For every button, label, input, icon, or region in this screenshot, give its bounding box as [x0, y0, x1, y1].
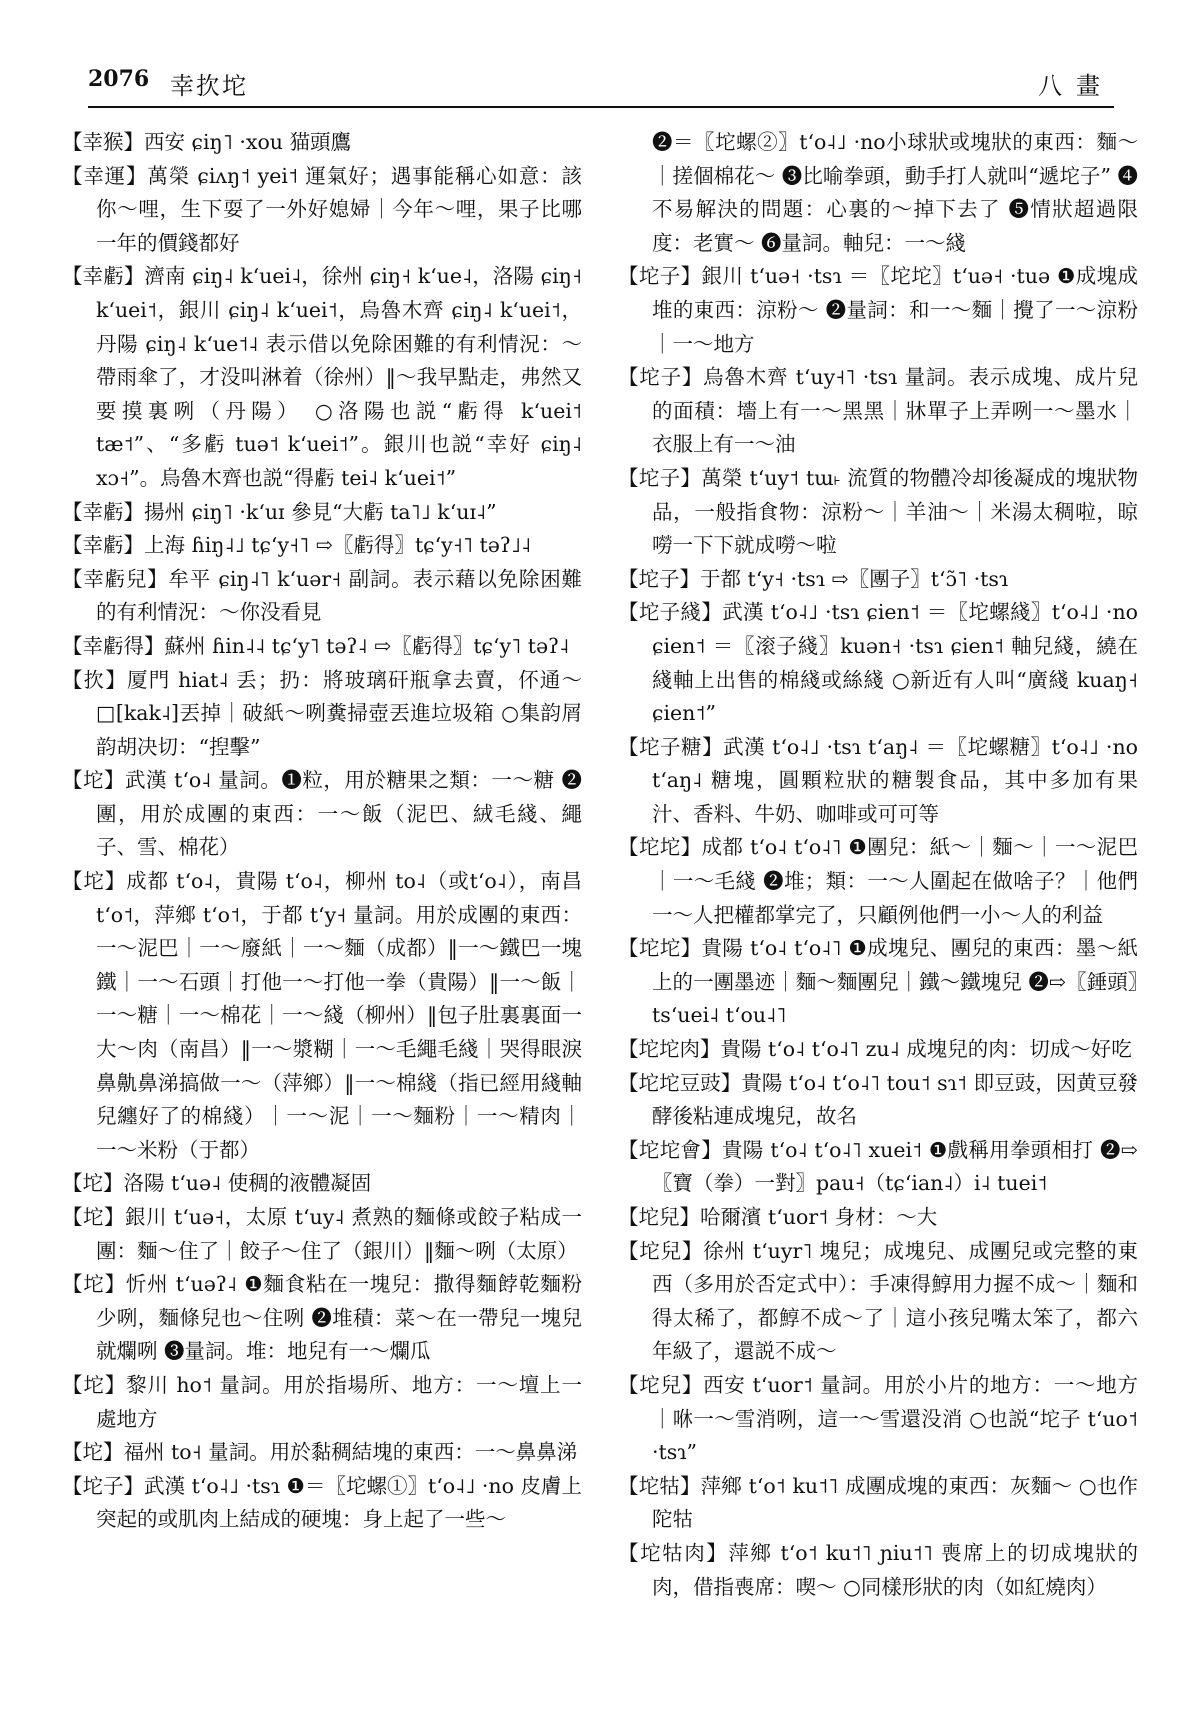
dictionary-entry: 【坨子】銀川 tʻuə˧ ·tsɿ ＝〖坨坨〗tʻuə˧ ·tuə ❶成塊成堆的東西：涼粉～ ❷量詞：和一～麵｜攪了一～涼粉｜一～地方: [618, 264, 1138, 356]
dictionary-entry: 【幸虧】上海 ɦiŋ˨˩ tɕʻy˧˥ ⇨〖虧得〗tɕʻy˧˥ təʔ˩˨: [62, 533, 532, 558]
dictionary-entry: 【坨坨會】貴陽 tʻo˨ tʻo˨˥ xuei˦ ❶戲稱用拳頭相打 ❷⇨〖寶（拳）一對〗pau˧（tɕʻian˨）i˨ tuei˦: [618, 1137, 1138, 1196]
entry-continuation: ❷＝〖坨螺②〗tʻo˨˩ ·no小球狀或塊狀的東西：麵～｜搓個棉花～ ❸比喻拳頭，動手打人就叫“遞坨子” ❹不易解決的問題：心裏的～掉下去了 ❺情狀超過限度：老實～ ❻量詞。軸兒：一～綫: [652, 130, 1138, 255]
dictionary-entry: 【坨兒】西安 tʻuor˦ 量詞。用於小片的地方：一～地方｜咻一～雪消咧，這一～雪還没消 ○也説“坨子 tʻuo˦ ·tsɿ”: [618, 1372, 1138, 1465]
dictionary-entry: 【幸虧】揚州 ɕiŋ˥ ·kʻuɪ 參見“大虧 ta˥˩ kʻuɪ˨”: [62, 499, 497, 524]
dictionary-entry: 【幸猴】西安 ɕiŋ˥ ·xou 猫頭鷹: [62, 130, 352, 154]
dictionary-entry: 【坨坨】貴陽 tʻo˨ tʻo˨˥ ❶成塊兒、團兒的東西：墨～紙上的一團墨迹｜麵～麵團兒｜鐵～鐵塊兒 ❷⇨〖錘頭〗tsʻuei˨ tʻou˨˥: [618, 936, 1138, 1028]
dictionary-entry: 【坨】忻州 tʻuəʔ˨ ❶麵食粘在一塊兒：撒得麵餑乾麵粉少咧，麵條兒也～住咧 ❷堆積：菜～在一帶兒一塊兒就爛咧 ❸量詞。堆：地兒有一～爛瓜: [62, 1272, 582, 1364]
dictionary-entry: 【坨子綫】武漢 tʻo˨˩ ·tsɿ ɕien˦ ＝〖坨螺綫〗tʻo˨˩ ·no ɕien˦ ＝〖滚子綫〗kuən˧ ·tsɿ ɕien˦ 軸兒綫，繞在綫軸上出售的棉綫或絲綫 ○新近有人叫“廣綫 kuaŋ˧ ɕien˦”: [618, 600, 1138, 726]
dictionary-entry: 【坨】武漢 tʻo˨ 量詞。❶粒，用於糖果之類：一～糖 ❷團，用於成團的東西：一～飯（泥巴、絨毛綫、繩子、雪、棉花）: [62, 768, 582, 860]
dictionary-entry: 【坨坨】成都 tʻo˨ tʻo˨˥ ❶團兒：紙～｜麵～｜一～泥巴｜一～毛綫 ❷堆；類：一～人圍起在做啥子？｜他們一～人把權都掌完了，只顧例他們一小～人的利益: [618, 835, 1138, 927]
dictionary-entry: 【坨子糖】武漢 tʻo˨˩ ·tsɿ tʻaŋ˨ ＝〖坨螺糖〗tʻo˨˩ ·no tʻaŋ˨ 糖塊，圓顆粒狀的糖製食品，其中多加有果汁、香料、牛奶、咖啡或可可等: [618, 734, 1138, 826]
dictionary-entry: 【幸虧得】蘇州 ɦin˨˨ tɕʻy˥ təʔ˨ ⇨〖虧得〗tɕʻy˥ təʔ˨: [62, 633, 570, 658]
dictionary-entry: 【坨子】于都 tʻy˧ ·tsɿ ⇨〖團子〗tʻɔ̃˥ ·tsɿ: [618, 566, 1009, 591]
dictionary-entry: 【幸虧兒】牟平 ɕiŋ˨˥ kʻuər˧ 副詞。表示藉以免除困難的有利情況：～你没看見: [62, 566, 582, 625]
dictionary-entry: 【幸虧】濟南 ɕiŋ˨ kʻuei˨，徐州 ɕiŋ˧ kʻue˨，洛陽 ɕiŋ˧ kʻuei˦，銀川 ɕiŋ˨ kʻuei˦，烏魯木齊 ɕiŋ˨ kʻuei˦，丹陽 ɕiŋ˨ kʻue˦˨ 表示借以免除困難的有利情況：～帶雨傘了，才没叫淋着（徐州）‖～我早點走，弗然又要摸裏咧（丹陽） ○洛陽也説“虧得 kʻuei˦ tæ˦”、“多虧 tuə˦ kʻuei˦”。銀川也説“幸好 ɕiŋ˨ xɔ˧”。烏魯木齊也説“得虧 tei˨ kʻuei˦”: [62, 264, 582, 490]
head-characters: 幸扻坨: [170, 72, 248, 100]
dictionary-entry: 【扻】厦門 hiat˨ 丢；扔：將玻璃矸瓶拿去賣，伓通～□[kak˨]丟掉｜破紙～咧糞掃壺丟進垃圾箱 ○集韵屑韵胡决切：“揑擊”: [62, 667, 582, 759]
dictionary-entry: 【坨】成都 tʻo˨，貴陽 tʻo˨，柳州 to˨（或tʻo˨），南昌 tʻo˦，萍鄉 tʻo˦，于都 tʻy˧ 量詞。用於成團的東西：一～泥巴｜一～廢紙｜一～麵（成都）‖一～鐵巴一塊鐵｜一～石頭｜打他一～打他一拳（貴陽）‖一～飯｜一～糖｜一～棉花｜一～綫（柳州）‖包子肚裏裏面一大～肉（南昌）‖一～漿糊｜一～毛繩毛綫｜哭得眼淚鼻鼽鼻涕搞做一～（萍鄉）‖一～棉綫（指已經用綫軸兒纏好了的棉綫）｜一～泥｜一～麵粉｜一～精肉｜一～米粉（于都）: [62, 869, 582, 1162]
dictionary-entry: 【坨兒】哈爾濱 tʻuor˦ 身材：～大: [618, 1205, 938, 1229]
dictionary-entry: 【坨子】萬榮 tʻuy˦ tɯ˫ 流質的物體冷却後凝成的塊狀物品，一般指食物：涼粉～｜羊油～｜米湯太稠啦，晾嘮一下下就成嘮～啦: [618, 465, 1138, 558]
dictionary-entry: 【坨牯】萍鄉 tʻo˦ ku˦˥ 成團成塊的東西：灰麵～ ○也作陀牯: [618, 1473, 1138, 1532]
left-column: [62, 126, 582, 1686]
dictionary-entry: 【坨子】烏魯木齊 tʻuy˧˥ ·tsɿ 量詞。表示成塊、成片兒的面積：墻上有一～黑黑｜牀單子上弄咧一～墨水｜衣服上有一～油: [618, 365, 1138, 457]
dictionary-entry: 【坨】黎川 ho˦ 量詞。用於指場所、地方：一～壇上一處地方: [62, 1372, 582, 1431]
dictionary-entry: 【坨】洛陽 tʻuə˨ 使稠的液體凝固: [62, 1171, 372, 1196]
dictionary-entry: 【坨牯肉】萍鄉 tʻo˦ ku˦˥ ɲiu˦˥ 喪席上的切成塊狀的肉，借指喪席：喫～ ○同樣形狀的肉（如紅燒肉）: [618, 1540, 1138, 1599]
dictionary-entry: 【幸運】萬榮 ɕiʌŋ˦ yei˦ 運氣好；遇事能稱心如意：該你～哩，生下耍了一外好媳婦｜今年～哩，果子比哪一年的價錢都好: [62, 163, 582, 255]
dictionary-entry: 【坨子】武漢 tʻo˨˩ ·tsɿ ❶＝〖坨螺①〗tʻo˨˩ ·no 皮膚上突起的或肌肉上結成的硬塊：身上起了一些～: [62, 1473, 582, 1532]
right-column: [618, 126, 1138, 1686]
dictionary-entry: 【坨兒】徐州 tʻuyr˥ 塊兒；成塊兒、成團兒或完整的東西（多用於否定式中）：手凍得鯙用力握不成～｜麵和得太稀了，都鯙不成～了｜這小孩兒嘴太笨了，都六年級了，還説不成～: [618, 1238, 1138, 1364]
section-label: 八畫: [1038, 72, 1114, 100]
dictionary-entry: 【坨】福州 to˧ 量詞。用於黏稠結塊的東西：一～鼻鼻涕: [62, 1440, 578, 1465]
dictionary-entry: 【坨】銀川 tʻuə˧，太原 tʻuy˨ 煮熟的麵條或餃子粘成一團：麵～住了｜餃子～住了（銀川）‖麵～咧（太原）: [62, 1205, 582, 1263]
page-header: [88, 62, 1114, 108]
page-number: 2076: [88, 66, 150, 92]
dictionary-entry: 【坨坨肉】貴陽 tʻo˨ tʻo˨˥ zu˨ 成塊兒的肉：切成～好吃: [618, 1037, 1132, 1062]
dictionary-entry: 【坨坨豆豉】貴陽 tʻo˨ tʻo˨˥ tou˦ sɿ˦ 即豆豉，因黄豆發酵後粘連成塊兒，故名: [618, 1070, 1138, 1129]
